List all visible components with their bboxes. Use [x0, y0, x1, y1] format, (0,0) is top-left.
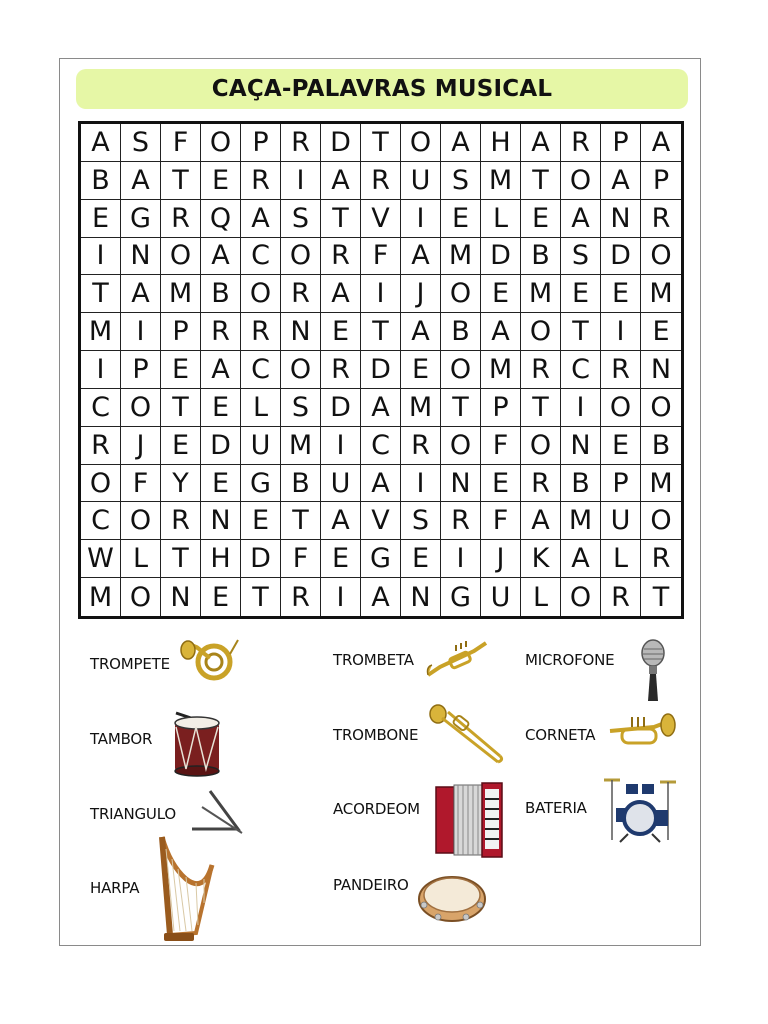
- grid-cell[interactable]: O: [641, 502, 681, 540]
- grid-cell[interactable]: A: [321, 275, 361, 313]
- grid-cell[interactable]: U: [601, 502, 641, 540]
- grid-cell[interactable]: A: [201, 238, 241, 276]
- grid-cell[interactable]: O: [441, 351, 481, 389]
- grid-cell[interactable]: Q: [201, 200, 241, 238]
- grid-cell[interactable]: T: [652, 581, 670, 613]
- grid-cell[interactable]: T: [441, 389, 481, 427]
- grid-cell[interactable]: R: [161, 200, 201, 238]
- drum-kit-icon: [600, 774, 678, 844]
- grid-cell[interactable]: E: [201, 465, 241, 503]
- grid-cell[interactable]: I: [81, 238, 121, 276]
- grid-cell[interactable]: B: [641, 427, 681, 465]
- grid-cell[interactable]: R: [161, 502, 201, 540]
- grid-cell[interactable]: L: [241, 389, 281, 427]
- accordion-icon: [434, 779, 504, 859]
- grid-cell[interactable]: U: [481, 578, 521, 616]
- grid-cell[interactable]: E: [601, 275, 641, 313]
- grid-cell[interactable]: I: [601, 313, 641, 351]
- grid-cell[interactable]: B: [281, 465, 321, 503]
- grid-cell[interactable]: D: [201, 427, 241, 465]
- grid-cell[interactable]: A: [481, 313, 521, 351]
- grid-cell[interactable]: T: [361, 313, 401, 351]
- grid-cell[interactable]: O: [401, 124, 441, 162]
- grid-cell[interactable]: S: [281, 389, 321, 427]
- grid-cell[interactable]: N: [201, 502, 241, 540]
- grid-cell[interactable]: E: [401, 351, 441, 389]
- grid-cell[interactable]: M: [81, 313, 121, 351]
- grid-cell[interactable]: P: [161, 313, 201, 351]
- page-title: CAÇA-PALAVRAS MUSICAL: [211, 76, 553, 102]
- grid-cell[interactable]: A: [441, 124, 481, 162]
- grid-cell[interactable]: C: [81, 389, 121, 427]
- grid-cell[interactable]: A: [641, 124, 681, 162]
- grid-cell[interactable]: R: [241, 162, 281, 200]
- grid-cell[interactable]: T: [321, 200, 361, 238]
- grid-cell[interactable]: A: [561, 540, 601, 578]
- word-label-microfone: MICROFONE: [525, 651, 615, 669]
- grid-cell[interactable]: A: [201, 351, 241, 389]
- grid-cell[interactable]: I: [281, 162, 321, 200]
- grid-cell[interactable]: N: [601, 200, 641, 238]
- grid-cell[interactable]: C: [241, 238, 281, 276]
- grid-cell[interactable]: M: [441, 238, 481, 276]
- grid-cell[interactable]: O: [641, 389, 681, 427]
- grid-cell[interactable]: P: [121, 351, 161, 389]
- grid-cell[interactable]: G: [121, 200, 161, 238]
- grid-cell[interactable]: T: [81, 275, 121, 313]
- grid-cell[interactable]: O: [521, 427, 561, 465]
- grid-cell[interactable]: C: [361, 427, 401, 465]
- grid-cell[interactable]: A: [321, 162, 361, 200]
- grid-cell[interactable]: U: [241, 427, 281, 465]
- grid-cell[interactable]: O: [441, 275, 481, 313]
- grid-cell[interactable]: R: [321, 238, 361, 276]
- grid-cell[interactable]: N: [401, 578, 441, 616]
- grid-cell[interactable]: E: [561, 275, 601, 313]
- grid-cell[interactable]: P: [481, 389, 521, 427]
- grid-cell[interactable]: A: [401, 313, 441, 351]
- title-banner: [76, 69, 688, 109]
- word-label-trombeta: TROMBETA: [333, 651, 414, 669]
- grid-cell[interactable]: C: [81, 502, 121, 540]
- drum-icon: [172, 707, 222, 777]
- grid-cell[interactable]: E: [161, 351, 201, 389]
- grid-cell[interactable]: R: [401, 427, 441, 465]
- grid-cell[interactable]: M: [481, 162, 521, 200]
- grid-cell[interactable]: A: [321, 502, 361, 540]
- grid-cell[interactable]: E: [81, 200, 121, 238]
- grid-cell[interactable]: T: [161, 162, 201, 200]
- grid-cell[interactable]: R: [281, 124, 321, 162]
- grid-cell[interactable]: I: [81, 351, 121, 389]
- grid-cell[interactable]: A: [521, 124, 561, 162]
- word-label-tambor: TAMBOR: [90, 730, 153, 748]
- grid-cell[interactable]: T: [561, 313, 601, 351]
- grid-cell[interactable]: D: [241, 540, 281, 578]
- grid-cell[interactable]: P: [241, 124, 281, 162]
- grid-cell[interactable]: I: [121, 313, 161, 351]
- grid-cell[interactable]: B: [201, 275, 241, 313]
- tambourine-icon: [416, 871, 488, 923]
- word-label-trombone: TROMBONE: [333, 726, 419, 744]
- grid-cell[interactable]: R: [361, 162, 401, 200]
- grid-cell[interactable]: E: [481, 275, 521, 313]
- grid-cell[interactable]: A: [121, 275, 161, 313]
- grid-cell[interactable]: M: [481, 351, 521, 389]
- grid-cell[interactable]: R: [641, 540, 681, 578]
- grid-cell[interactable]: G: [441, 578, 481, 616]
- grid-cell[interactable]: U: [401, 162, 441, 200]
- grid-cell[interactable]: I: [361, 275, 401, 313]
- grid-cell[interactable]: S: [281, 200, 321, 238]
- grid-cell[interactable]: L: [121, 540, 161, 578]
- grid-cell[interactable]: E: [321, 313, 361, 351]
- grid-cell[interactable]: N: [121, 238, 161, 276]
- grid-cell[interactable]: V: [361, 502, 401, 540]
- grid-cell[interactable]: N: [441, 465, 481, 503]
- word-search-grid: [78, 121, 684, 619]
- grid-cell[interactable]: E: [241, 502, 281, 540]
- grid-cell[interactable]: G: [241, 465, 281, 503]
- grid-cell[interactable]: A: [81, 124, 121, 162]
- grid-cell[interactable]: S: [561, 238, 601, 276]
- grid-cell[interactable]: E: [481, 465, 521, 503]
- grid-cell[interactable]: O: [201, 124, 241, 162]
- grid-cell[interactable]: A: [521, 502, 561, 540]
- grid-cell[interactable]: I: [401, 465, 441, 503]
- grid-cell[interactable]: R: [521, 465, 561, 503]
- grid-cell[interactable]: M: [561, 502, 601, 540]
- microphone-icon: [638, 639, 668, 705]
- grid-cell[interactable]: O: [121, 578, 161, 616]
- grid-cell[interactable]: F: [481, 502, 521, 540]
- grid-cell[interactable]: M: [641, 465, 681, 503]
- grid-cell[interactable]: E: [201, 578, 241, 616]
- grid-cell[interactable]: P: [641, 162, 681, 200]
- grid-cell[interactable]: R: [241, 313, 281, 351]
- grid-cell[interactable]: E: [201, 162, 241, 200]
- grid-cell[interactable]: B: [81, 162, 121, 200]
- grid-cell[interactable]: M: [401, 389, 441, 427]
- grid-cell[interactable]: M: [81, 578, 121, 616]
- grid-cell[interactable]: F: [281, 540, 321, 578]
- word-label-corneta: CORNETA: [525, 726, 596, 744]
- grid-cell[interactable]: F: [161, 124, 201, 162]
- grid-cell[interactable]: T: [241, 578, 281, 616]
- grid-cell[interactable]: E: [161, 427, 201, 465]
- grid-cell[interactable]: E: [321, 540, 361, 578]
- grid-cell[interactable]: M: [161, 275, 201, 313]
- grid-cell[interactable]: O: [81, 465, 121, 503]
- grid-cell[interactable]: O: [281, 238, 321, 276]
- grid-cell[interactable]: A: [361, 465, 401, 503]
- grid-cell[interactable]: T: [521, 389, 561, 427]
- grid-cell[interactable]: E: [521, 200, 561, 238]
- word-label-pandeiro: PANDEIRO: [333, 876, 409, 894]
- grid-cell[interactable]: K: [521, 540, 561, 578]
- grid-cell[interactable]: T: [161, 389, 201, 427]
- grid-cell[interactable]: R: [81, 427, 121, 465]
- french-horn-icon: [180, 634, 242, 686]
- grid-cell[interactable]: S: [121, 124, 161, 162]
- grid-cell[interactable]: P: [601, 124, 641, 162]
- grid-cell[interactable]: E: [641, 313, 681, 351]
- grid-cell[interactable]: R: [641, 200, 681, 238]
- grid-cell[interactable]: J: [401, 275, 441, 313]
- grid-cell[interactable]: I: [321, 578, 361, 616]
- grid-cell[interactable]: O: [601, 389, 641, 427]
- grid-cell[interactable]: I: [441, 540, 481, 578]
- grid-cell[interactable]: Y: [161, 465, 201, 503]
- grid-cell[interactable]: O: [241, 275, 281, 313]
- grid-cell[interactable]: O: [161, 238, 201, 276]
- grid-cell[interactable]: R: [601, 351, 641, 389]
- grid-cell[interactable]: R: [201, 313, 241, 351]
- grid-cell[interactable]: N: [561, 427, 601, 465]
- grid-cell[interactable]: A: [561, 200, 601, 238]
- grid-cell[interactable]: E: [601, 427, 641, 465]
- grid-cell[interactable]: L: [521, 578, 561, 616]
- grid-cell[interactable]: O: [561, 578, 601, 616]
- grid-cell[interactable]: M: [641, 275, 681, 313]
- grid-cell[interactable]: R: [441, 502, 481, 540]
- grid-cell[interactable]: D: [361, 351, 401, 389]
- grid-cell[interactable]: E: [441, 200, 481, 238]
- grid-cell[interactable]: I: [561, 389, 601, 427]
- grid-cell[interactable]: R: [321, 351, 361, 389]
- grid-cell[interactable]: D: [321, 124, 361, 162]
- grid-cell[interactable]: R: [561, 124, 601, 162]
- trumpet-icon: [426, 637, 492, 681]
- grid-cell[interactable]: D: [321, 389, 361, 427]
- grid-cell[interactable]: I: [401, 200, 441, 238]
- grid-cell[interactable]: N: [641, 351, 681, 389]
- grid-cell[interactable]: O: [561, 162, 601, 200]
- grid-cell[interactable]: F: [361, 238, 401, 276]
- grid-cell[interactable]: B: [521, 238, 561, 276]
- grid-cell[interactable]: R: [281, 578, 321, 616]
- triangle-icon: [188, 787, 244, 835]
- grid-cell[interactable]: A: [241, 200, 281, 238]
- grid-cell[interactable]: J: [121, 427, 161, 465]
- grid-cell[interactable]: B: [441, 313, 481, 351]
- grid-cell[interactable]: R: [601, 578, 641, 616]
- grid-cell[interactable]: N: [281, 313, 321, 351]
- grid-cell[interactable]: L: [601, 540, 641, 578]
- grid-cell[interactable]: R: [281, 275, 321, 313]
- grid-cell[interactable]: T: [161, 540, 201, 578]
- trombone-icon: [428, 704, 504, 768]
- cornet-icon: [608, 711, 676, 751]
- grid-cell[interactable]: S: [441, 162, 481, 200]
- grid-cell[interactable]: U: [321, 465, 361, 503]
- grid-cell[interactable]: T: [521, 162, 561, 200]
- grid-cell[interactable]: D: [481, 238, 521, 276]
- grid-cell[interactable]: L: [481, 200, 521, 238]
- word-label-acordeom: ACORDEOM: [333, 800, 420, 818]
- grid-cell[interactable]: B: [561, 465, 601, 503]
- grid-cell[interactable]: F: [481, 427, 521, 465]
- grid-cell[interactable]: A: [361, 389, 401, 427]
- grid-cell[interactable]: V: [361, 200, 401, 238]
- grid-cell[interactable]: O: [521, 313, 561, 351]
- grid-cell[interactable]: A: [401, 238, 441, 276]
- grid-cell[interactable]: T: [361, 124, 401, 162]
- grid-cell[interactable]: O: [641, 238, 681, 276]
- grid-cell[interactable]: M: [521, 275, 561, 313]
- grid-cell[interactable]: H: [481, 124, 521, 162]
- word-label-trompete: TROMPETE: [90, 655, 170, 673]
- word-label-harpa: HARPA: [90, 879, 140, 897]
- grid-cell[interactable]: M: [281, 427, 321, 465]
- grid-cell[interactable]: W: [81, 540, 121, 578]
- word-label-bateria: BATERIA: [525, 799, 587, 817]
- grid-cell[interactable]: O: [281, 351, 321, 389]
- grid-cell[interactable]: O: [121, 389, 161, 427]
- grid-cell[interactable]: S: [401, 502, 441, 540]
- grid-cell[interactable]: R: [521, 351, 561, 389]
- grid-cell[interactable]: P: [601, 465, 641, 503]
- grid-cell[interactable]: E: [201, 389, 241, 427]
- grid-cell[interactable]: A: [601, 162, 641, 200]
- grid-cell[interactable]: D: [601, 238, 641, 276]
- grid-cell[interactable]: G: [361, 540, 401, 578]
- grid-cell[interactable]: O: [441, 427, 481, 465]
- grid-cell[interactable]: H: [201, 540, 241, 578]
- grid-cell[interactable]: F: [121, 465, 161, 503]
- harp-icon: [156, 835, 218, 943]
- grid-cell[interactable]: C: [561, 351, 601, 389]
- worksheet: [59, 58, 701, 946]
- grid-cell[interactable]: N: [161, 578, 201, 616]
- grid-cell[interactable]: A: [361, 578, 401, 616]
- grid-cell[interactable]: I: [321, 427, 361, 465]
- word-label-triangulo: TRIANGULO: [90, 805, 176, 823]
- grid-cell[interactable]: J: [481, 540, 521, 578]
- grid-cell[interactable]: T: [281, 502, 321, 540]
- grid-cell[interactable]: O: [121, 502, 161, 540]
- grid-cell[interactable]: E: [401, 540, 441, 578]
- grid-cell[interactable]: A: [121, 162, 161, 200]
- grid-cell[interactable]: C: [241, 351, 281, 389]
